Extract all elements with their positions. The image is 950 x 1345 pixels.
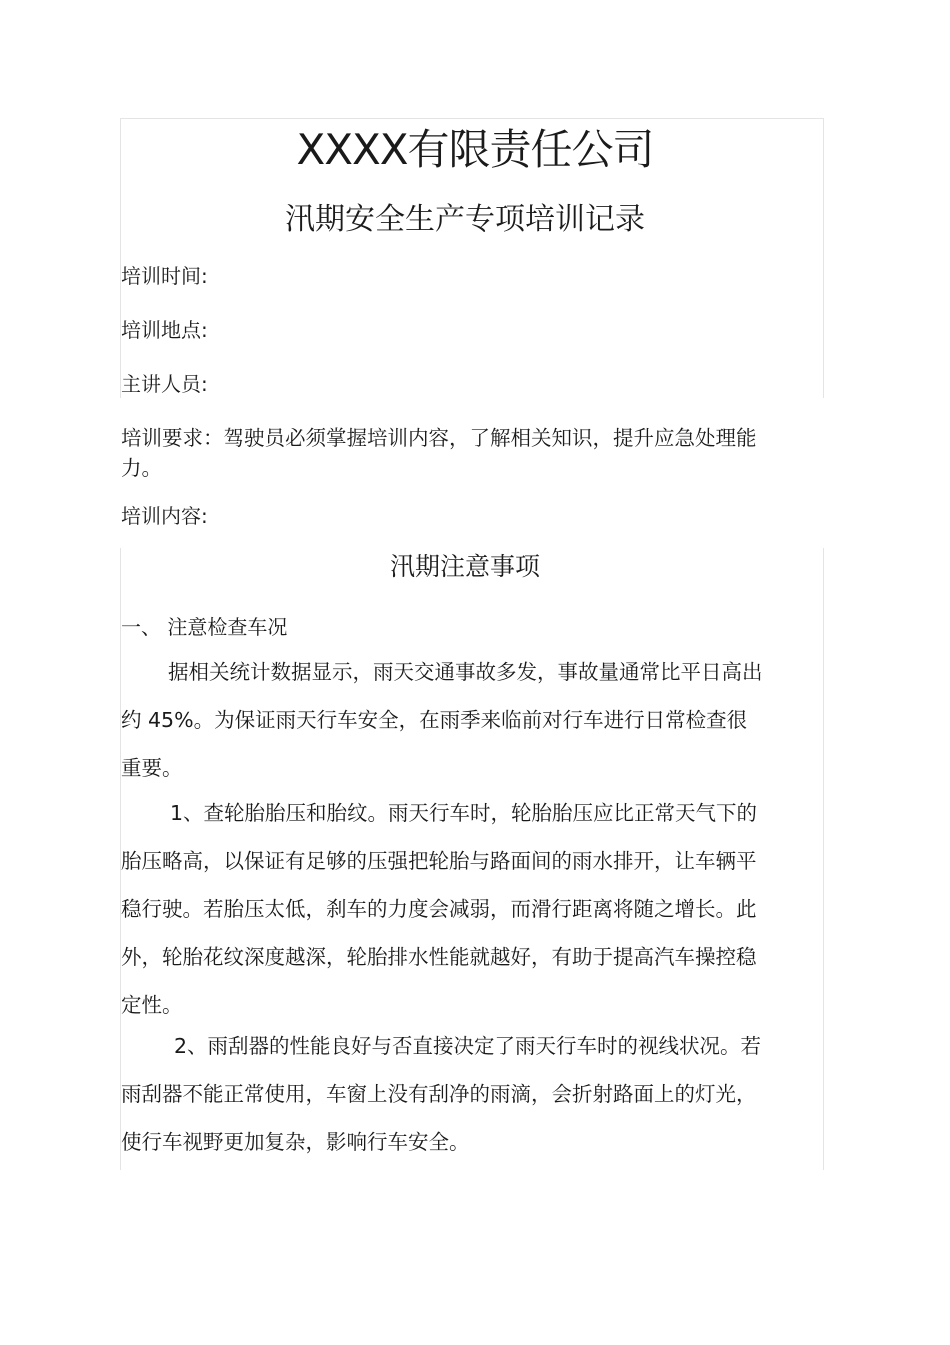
company-name: XXXX有限责任公司 <box>296 125 654 174</box>
training-content-label: 培训内容: <box>121 504 208 528</box>
record-title: 汛期安全生产专项培训记录 <box>285 202 645 237</box>
content-box-border-right <box>823 548 824 1170</box>
speaker-label: 主讲人员: <box>121 372 208 396</box>
paragraph-statistics: 据相关统计数据显示，雨天交通事故多发，事故量通常比平日高出约 45%。为保证雨天行车安全，在雨季来临前对行车进行日常检查很重要。 <box>121 660 763 780</box>
training-location-label: 培训地点: <box>121 318 208 342</box>
training-time-label: 培训时间: <box>121 264 208 288</box>
section-title: 汛期注意事项 <box>389 552 540 581</box>
paragraph-tires: 1、查轮胎胎压和胎纹。雨天行车时，轮胎胎压应比正常天气下的胎压略高，以保证有足够的压强把轮胎与路面间的雨水排开，让车辆平稳行驶。若胎压太低，刹车的力度会减弱，而滑行距离将随之增长。此外，轮胎花纹深度越深，轮胎排水性能就越好，有助于提高汽车操控稳定性。 <box>121 801 758 1017</box>
paragraph-wipers: 2、雨刮器的性能良好与否直接决定了雨天行车时的视线状况。若雨刮器不能正常使用，车窗上没有刮净的雨滴，会折射路面上的灯光，使行车视野更加复杂，影响行车安全。 <box>121 1034 762 1154</box>
section-heading-1: 一、 注意检查车况 <box>121 615 288 639</box>
training-requirement: 培训要求：驾驶员必须掌握培训内容，了解相关知识，提升应急处理能力。 <box>121 426 757 480</box>
top-box-border-top <box>120 118 824 119</box>
